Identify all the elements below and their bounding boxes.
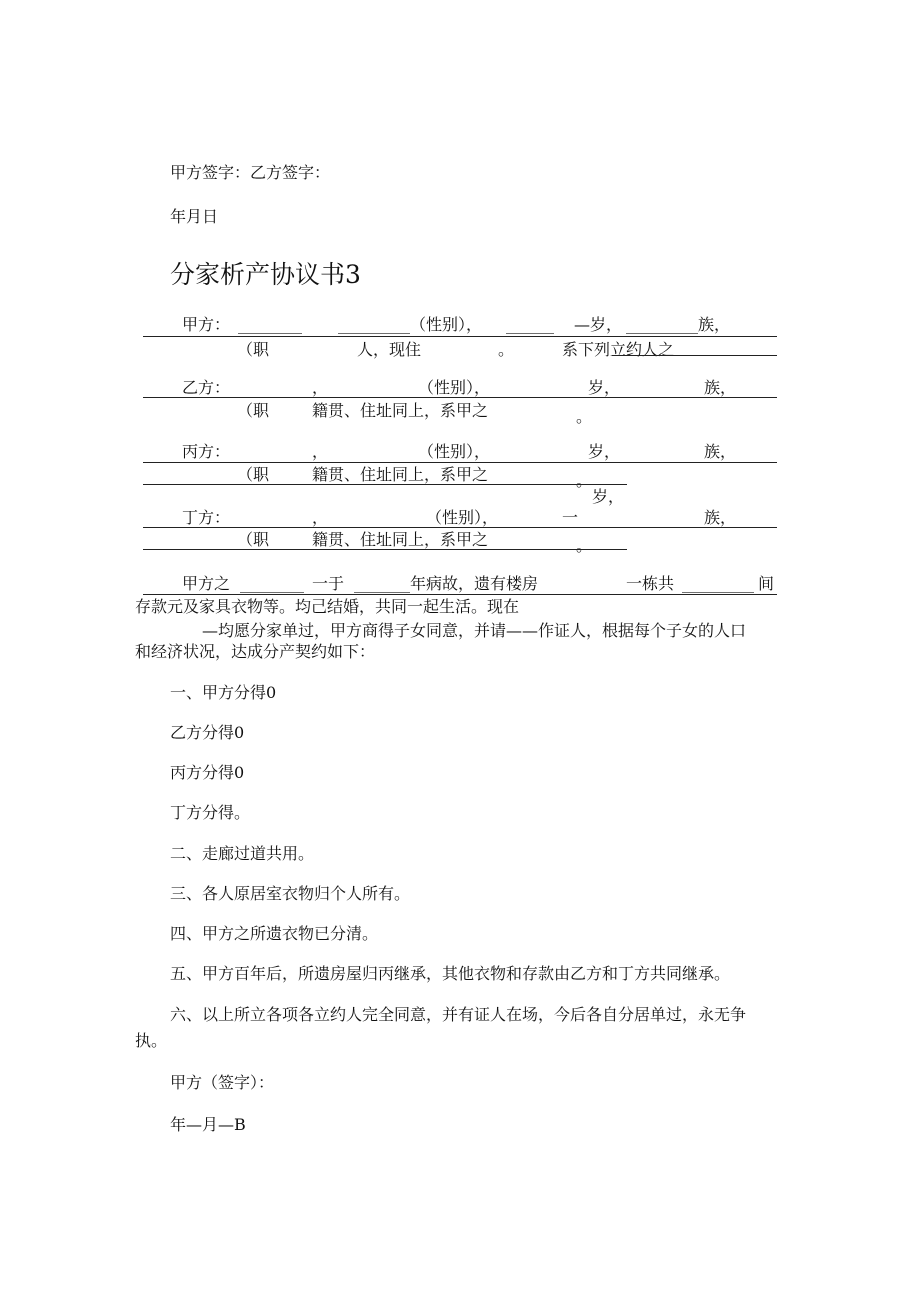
clause-party-d: 丁方分得。	[170, 803, 251, 822]
party-c-occupation: （职	[237, 465, 270, 484]
party-c-period: 。	[576, 471, 593, 490]
party-b-origin: 籍贯、住址同上，系甲之	[312, 401, 489, 420]
document-title: 分家析产协议书3	[170, 260, 361, 289]
party-c-ethnic: 族，	[704, 442, 737, 461]
date-line: 年月日	[170, 207, 219, 226]
clause-2: 二、走廊过道共用。	[170, 844, 315, 863]
party-d-rule	[143, 527, 777, 528]
party-d-origin: 籍贯、住址同上，系甲之	[312, 530, 489, 549]
party-a-period: 。	[498, 340, 515, 359]
party-b-ethnic: 族，	[704, 378, 737, 397]
clause-1: 一、甲方分得0	[170, 683, 277, 702]
body-line1-blank3: _________	[682, 574, 754, 593]
body-line1-d: 一栋共	[626, 574, 675, 593]
party-a-blank-age: ______	[506, 315, 554, 334]
body-line1-c: 年病故，遗有楼房	[410, 574, 539, 593]
party-c-rule-2	[143, 484, 627, 485]
party-a-age: —岁，	[574, 315, 623, 334]
body-line1-e: 间	[758, 574, 775, 593]
footer-date: 年—月—B	[170, 1115, 246, 1134]
party-b-gender: （性别），	[418, 378, 491, 397]
body-line1-b: 一于	[312, 574, 345, 593]
party-a-label: 甲方：	[182, 315, 231, 334]
party-b-rule	[143, 397, 777, 398]
party-c-rule	[143, 462, 777, 463]
footer-signature: 甲方（签字）：	[170, 1073, 275, 1092]
party-b-comma: ，	[312, 378, 329, 397]
clause-party-b: 乙方分得0	[170, 723, 245, 742]
party-d-age: 岁，	[592, 487, 625, 506]
party-c-label: 丙方：	[182, 442, 231, 461]
party-c-gender: （性别），	[418, 442, 491, 461]
party-a-intro-rule	[612, 355, 777, 356]
party-d-rule-2	[143, 549, 627, 550]
party-b-period: 。	[576, 407, 593, 426]
body-line1-blank2: _______	[354, 574, 410, 593]
party-c-origin: 籍贯、住址同上，系甲之	[312, 465, 489, 484]
body-line4: 和经济状况，达成分产契约如下：	[135, 642, 376, 661]
clause-3: 三、各人原居室衣物归个人所有。	[170, 884, 411, 903]
body-line2: 存款元及家具衣物等。均己结婚，共同一起生活。现在	[135, 597, 520, 616]
clause-4: 四、甲方之所遗衣物已分清。	[170, 924, 379, 943]
party-c-comma: ，	[312, 442, 329, 461]
body-line1-blank1: ________	[240, 574, 304, 593]
clause-6: 六、以上所立各项各立约人完全同意，并有证人在场，今后各自分居单过，永无争	[170, 1005, 747, 1024]
party-d-ethnic: 族，	[704, 508, 737, 527]
party-d-gender: （性别），	[426, 508, 499, 527]
party-a-residence: 人，现住	[357, 340, 422, 359]
clause-5: 五、甲方百年后，所遗房屋归丙继承，其他衣物和存款由乙方和丁方共同继承。	[170, 964, 731, 983]
clause-party-c: 丙方分得0	[170, 763, 245, 782]
body-line1-a: 甲方之	[182, 574, 231, 593]
party-a-intro: 系下列立约人之	[562, 340, 675, 359]
party-a-occupation: （职	[237, 340, 270, 359]
party-b-occupation: （职	[237, 401, 270, 420]
signature-line: 甲方签字：乙方签字：	[170, 163, 331, 182]
clause-6-continued: 执。	[135, 1031, 168, 1050]
party-d-label: 丁方：	[182, 508, 231, 527]
party-a-blank-name: ________	[238, 315, 302, 334]
body-line1-rule	[143, 594, 777, 595]
party-c-age: 岁，	[588, 442, 621, 461]
party-b-label: 乙方：	[182, 378, 231, 397]
party-a-ethnic: _________族，	[626, 315, 731, 334]
party-a-rule	[143, 336, 777, 337]
party-b-age: 岁，	[588, 378, 621, 397]
body-line3: —均愿分家单过，甲方商得子女同意，并请——作证人，根据每个子女的人口	[202, 621, 747, 640]
party-d-dash: 一	[562, 508, 579, 527]
party-d-comma: ，	[312, 508, 329, 527]
party-a-gender: _________（性别），	[338, 315, 483, 334]
party-d-occupation: （职	[237, 530, 270, 549]
party-d-period: 。	[576, 536, 593, 555]
